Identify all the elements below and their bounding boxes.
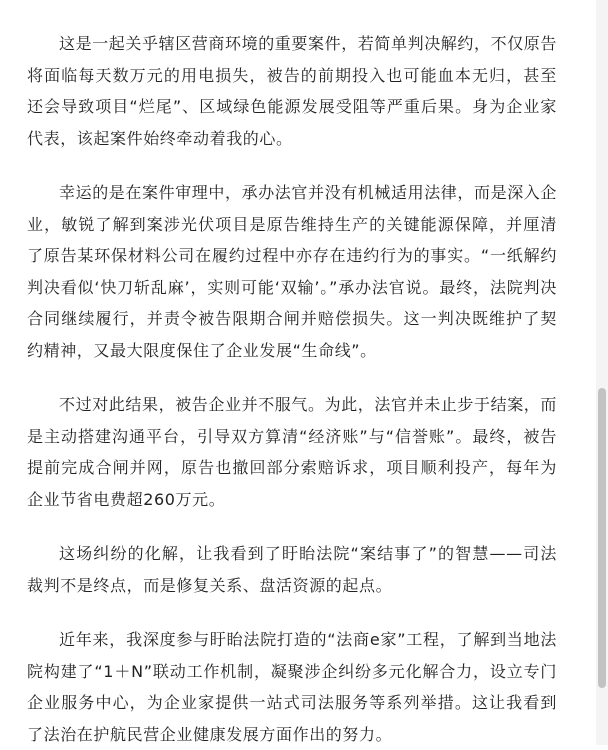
- scrollbar-thumb[interactable]: [598, 388, 606, 688]
- paragraph-2: 幸运的是在案件审理中，承办法官并没有机械适用法律，而是深入企业，敏锐了解到案涉光伏项目是原告维持生产的关键能源保障，并厘清了原告某环保材料公司在履约过程中亦存在违约行为的事实。“一纸解约判决看似‘快刀斩乱麻’，实则可能‘双输’。”承办法官说。最终，法院判决合同继续履行，并责令被告限期合闸并赔偿损失。这一判决既维护了契约精神，又最大限度保住了企业发展“生命线”。: [27, 183, 558, 360]
- paragraph-4: 这场纠纷的化解，让我看到了盱眙法院“案结事了”的智慧——司法裁判不是终点，而是修复关系、盘活资源的起点。: [27, 544, 557, 595]
- paragraph-5: 近年来，我深度参与盱眙法院打造的“法商e家”工程，了解到当地法院构建了“1＋N”联动工作机制，凝聚涉企纠纷多元化解合力，设立专门企业服务中心，为企业家提供一站式司法服务等系列举措。这让我看到了法治在护航民营企业健康发展方面作出的努力。: [27, 630, 557, 744]
- paragraph-3: 不过对此结果，被告企业并不服气。为此，法官并未止步于结案，而是主动搭建沟通平台，引导双方算清“经济账”与“信誉账”。最终，被告提前完成合闸并网，原告也撤回部分索赔诉求，项目顺利投产，每年为企业节省电费超260万元。: [27, 395, 558, 509]
- vertical-scrollbar[interactable]: [596, 0, 608, 745]
- article-body: [27, 28, 557, 750]
- paragraph-1: 这是一起关乎辖区营商环境的重要案件，若简单判决解约，不仅原告将面临每天数万元的用电损失，被告的前期投入也可能血本无归，甚至还会导致项目“烂尾”、区域绿色能源发展受阻等严重后果。身为企业家代表，该起案件始终牵动着我的心。: [27, 34, 558, 148]
